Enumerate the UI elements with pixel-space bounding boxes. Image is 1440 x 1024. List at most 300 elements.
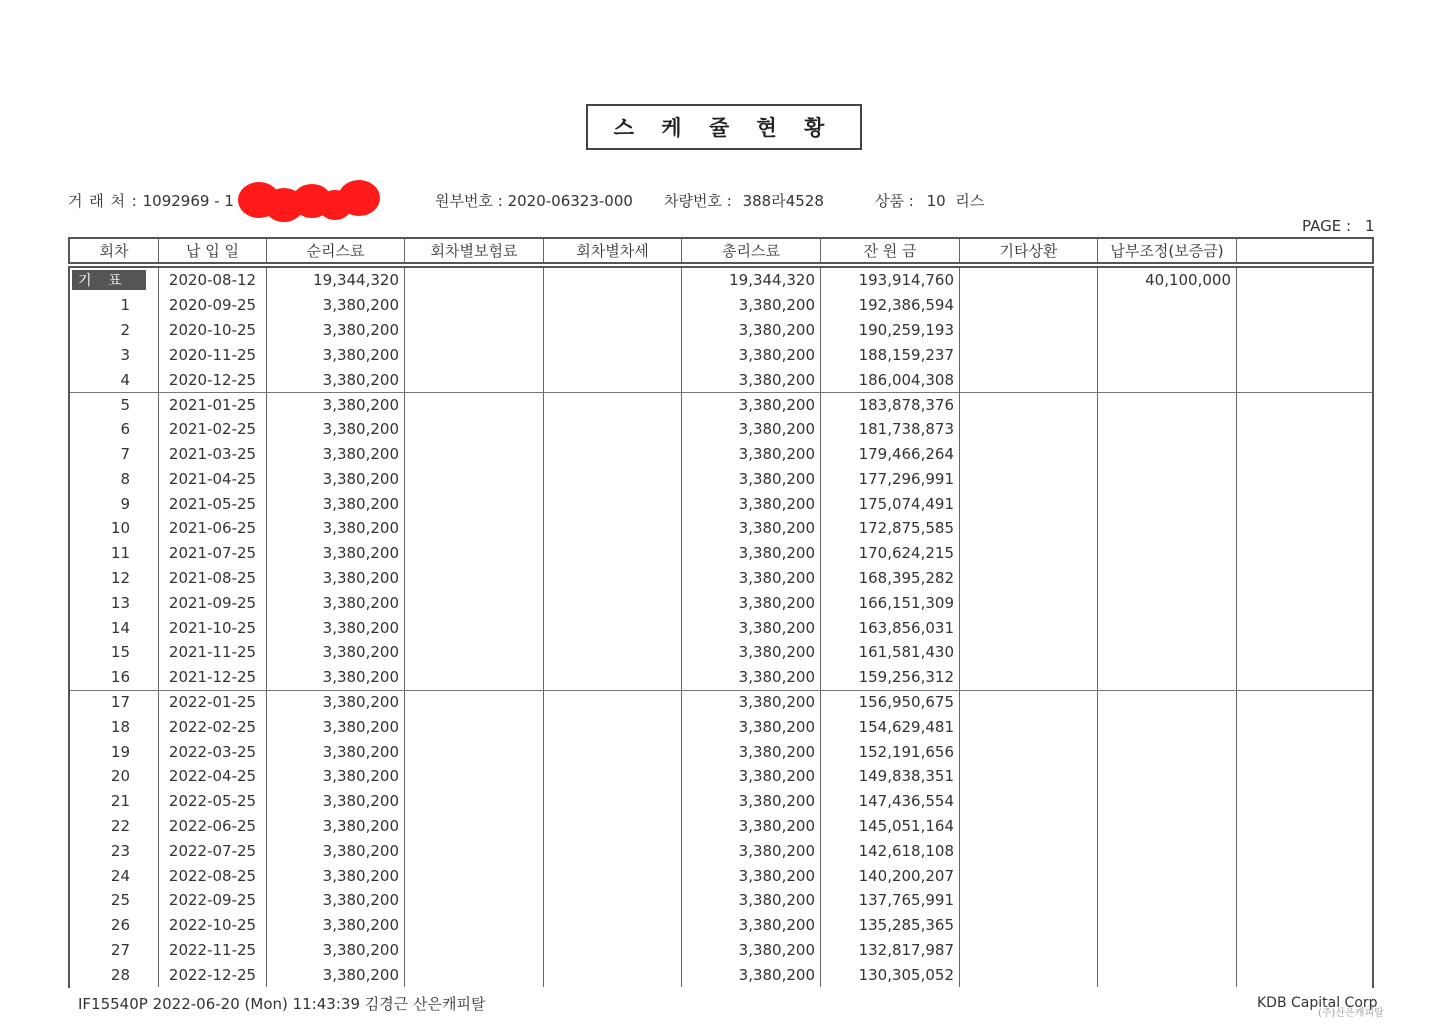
col-no-cell: 14: [70, 615, 159, 640]
col-balance-cell: 156,950,675: [821, 691, 960, 715]
col-balance-cell: 154,629,481: [821, 714, 960, 739]
col-date-cell: 2021-07-25: [159, 541, 267, 566]
col-insurance-cell: [405, 516, 544, 541]
col-vehicle-tax-cell: [544, 691, 682, 715]
table-row: [70, 566, 1372, 591]
col-total-lease-cell: 3,380,200: [682, 367, 821, 392]
col-date-cell: 2021-09-25: [159, 590, 267, 615]
col-extra-cell: [1237, 293, 1372, 318]
col-date-cell: 2022-06-25: [159, 814, 267, 839]
col-balance-cell: 135,285,365: [821, 913, 960, 938]
col-date-cell: 2022-04-25: [159, 764, 267, 789]
col-adjust-deposit-cell: [1098, 367, 1237, 392]
col-net-lease-cell: 3,380,200: [267, 913, 405, 938]
col-vehicle-tax-cell: [544, 342, 682, 367]
col-total-lease-cell: 3,380,200: [682, 491, 821, 516]
col-balance-cell: 140,200,207: [821, 863, 960, 888]
col-other-repay-cell: [960, 714, 1098, 739]
col-no-cell: 26: [70, 913, 159, 938]
col-other-repay-cell: [960, 491, 1098, 516]
col-date-cell: 2020-10-25: [159, 318, 267, 343]
page-number: [1302, 217, 1375, 235]
col-other-repay-cell: [960, 318, 1098, 343]
col-date-cell: 2021-11-25: [159, 640, 267, 665]
col-extra-cell: [1237, 789, 1372, 814]
col-other-repay-cell: [960, 863, 1098, 888]
col-other-repay-cell: [960, 665, 1098, 690]
table-row: [70, 615, 1372, 640]
table-row: [70, 442, 1372, 467]
col-adjust-deposit-cell: [1098, 938, 1237, 963]
col-adjust-deposit-cell: [1098, 814, 1237, 839]
col-other-repay-cell: [960, 691, 1098, 715]
col-balance-cell: 142,618,108: [821, 838, 960, 863]
print-info-footer: IF15540P 2022-06-20 (Mon) 11:43:39 김경근 산은캐피탈: [78, 995, 486, 1013]
col-balance-cell: 161,581,430: [821, 640, 960, 665]
col-balance-cell: 177,296,991: [821, 466, 960, 491]
company-stamp: (주)산은캐피탈: [1318, 1008, 1384, 1019]
col-total-lease-cell: 3,380,200: [682, 789, 821, 814]
col-date-cell: 2022-05-25: [159, 789, 267, 814]
col-extra-cell: [1237, 393, 1372, 417]
col-insurance-cell: [405, 393, 544, 417]
col-vehicle-tax-cell: [544, 566, 682, 591]
table-row: [70, 789, 1372, 814]
vehicle-info: [664, 190, 824, 211]
col-date-cell: 2021-04-25: [159, 466, 267, 491]
col-date-cell: 2021-12-25: [159, 665, 267, 690]
col-adjust-deposit-cell: [1098, 318, 1237, 343]
table-row: [70, 665, 1372, 690]
col-other-repay-cell: [960, 838, 1098, 863]
table-row: [70, 913, 1372, 938]
col-adjust-deposit-cell: [1098, 714, 1237, 739]
col-other-repay-cell: [960, 442, 1098, 467]
col-vehicle-tax-cell: [544, 888, 682, 913]
col-total-lease-cell: 3,380,200: [682, 962, 821, 987]
col-balance-cell: 186,004,308: [821, 367, 960, 392]
col-no-cell: 27: [70, 938, 159, 963]
col-total-lease-cell: 3,380,200: [682, 913, 821, 938]
col-total-lease-cell: 3,380,200: [682, 466, 821, 491]
col-adjust-deposit-cell: [1098, 888, 1237, 913]
col-net-lease-cell: 3,380,200: [267, 367, 405, 392]
col-total-lease-cell: 3,380,200: [682, 293, 821, 318]
col-other-repay-cell: [960, 814, 1098, 839]
table-row: [70, 392, 1372, 417]
header-col-balance: 잔 원 금: [821, 239, 960, 262]
col-no-cell: 21: [70, 789, 159, 814]
col-date-cell: 2021-02-25: [159, 417, 267, 442]
col-balance-cell: 188,159,237: [821, 342, 960, 367]
header-col-no: 회차: [70, 239, 159, 262]
col-date-cell: 2021-06-25: [159, 516, 267, 541]
col-other-repay-cell: [960, 590, 1098, 615]
col-no-cell: 13: [70, 590, 159, 615]
col-net-lease-cell: 3,380,200: [267, 888, 405, 913]
col-other-repay-cell: [960, 367, 1098, 392]
col-total-lease-cell: 3,380,200: [682, 516, 821, 541]
col-extra-cell: [1237, 938, 1372, 963]
col-no-cell: 6: [70, 417, 159, 442]
col-balance-cell: 168,395,282: [821, 566, 960, 591]
col-other-repay-cell: [960, 268, 1098, 293]
col-balance-cell: 166,151,309: [821, 590, 960, 615]
col-other-repay-cell: [960, 938, 1098, 963]
col-net-lease-cell: 3,380,200: [267, 417, 405, 442]
col-other-repay-cell: [960, 913, 1098, 938]
col-balance-cell: 163,856,031: [821, 615, 960, 640]
header-col-insurance: 회차별보험료: [405, 239, 544, 262]
col-other-repay-cell: [960, 566, 1098, 591]
col-extra-cell: [1237, 466, 1372, 491]
col-vehicle-tax-cell: [544, 466, 682, 491]
col-insurance-cell: [405, 442, 544, 467]
col-date-cell: 2020-09-25: [159, 293, 267, 318]
table-row: [70, 293, 1372, 318]
table-row: [70, 962, 1372, 987]
col-vehicle-tax-cell: [544, 268, 682, 293]
col-insurance-cell: [405, 789, 544, 814]
schedule-table-header: [68, 237, 1374, 264]
col-vehicle-tax-cell: [544, 814, 682, 839]
col-date-cell: 2020-11-25: [159, 342, 267, 367]
col-other-repay-cell: [960, 293, 1098, 318]
col-insurance-cell: [405, 888, 544, 913]
document-title: 스 케 쥴 현 황: [586, 104, 862, 150]
col-extra-cell: [1237, 888, 1372, 913]
col-adjust-deposit-cell: [1098, 640, 1237, 665]
col-insurance-cell: [405, 541, 544, 566]
col-adjust-deposit-cell: [1098, 665, 1237, 690]
col-other-repay-cell: [960, 417, 1098, 442]
col-vehicle-tax-cell: [544, 293, 682, 318]
col-date-cell: 2020-08-12: [159, 268, 267, 293]
col-balance-cell: 170,624,215: [821, 541, 960, 566]
col-extra-cell: [1237, 615, 1372, 640]
header-col-vehicle-tax: 회차별차세: [544, 239, 682, 262]
col-total-lease-cell: 3,380,200: [682, 888, 821, 913]
col-balance-cell: 149,838,351: [821, 764, 960, 789]
col-adjust-deposit-cell: [1098, 838, 1237, 863]
col-vehicle-tax-cell: [544, 665, 682, 690]
col-net-lease-cell: 3,380,200: [267, 342, 405, 367]
col-other-repay-cell: [960, 739, 1098, 764]
col-total-lease-cell: 3,380,200: [682, 566, 821, 591]
col-net-lease-cell: 3,380,200: [267, 393, 405, 417]
col-extra-cell: [1237, 665, 1372, 690]
table-row: [70, 342, 1372, 367]
company-footer: KDB Capital Corp: [1257, 995, 1378, 1011]
product-info: [875, 190, 984, 211]
col-no-cell: 9: [70, 491, 159, 516]
ledger-label: 원부번호 :: [435, 192, 503, 210]
col-net-lease-cell: 3,380,200: [267, 691, 405, 715]
col-net-lease-cell: 3,380,200: [267, 640, 405, 665]
col-total-lease-cell: 3,380,200: [682, 417, 821, 442]
col-total-lease-cell: 3,380,200: [682, 342, 821, 367]
col-total-lease-cell: 3,380,200: [682, 863, 821, 888]
col-adjust-deposit-cell: 40,100,000: [1098, 268, 1237, 293]
col-other-repay-cell: [960, 393, 1098, 417]
col-no-cell: 23: [70, 838, 159, 863]
table-row: [70, 690, 1372, 715]
col-insurance-cell: [405, 913, 544, 938]
col-total-lease-cell: 3,380,200: [682, 541, 821, 566]
table-row: [70, 838, 1372, 863]
col-adjust-deposit-cell: [1098, 615, 1237, 640]
col-total-lease-cell: 3,380,200: [682, 442, 821, 467]
col-other-repay-cell: [960, 516, 1098, 541]
col-extra-cell: [1237, 764, 1372, 789]
col-net-lease-cell: 3,380,200: [267, 665, 405, 690]
col-vehicle-tax-cell: [544, 764, 682, 789]
vehicle-label: 차량번호 :: [664, 192, 732, 210]
col-total-lease-cell: 3,380,200: [682, 318, 821, 343]
col-insurance-cell: [405, 268, 544, 293]
table-row: [70, 590, 1372, 615]
col-net-lease-cell: 3,380,200: [267, 566, 405, 591]
col-vehicle-tax-cell: [544, 516, 682, 541]
table-row: [70, 516, 1372, 541]
col-no-cell: 15: [70, 640, 159, 665]
col-vehicle-tax-cell: [544, 318, 682, 343]
col-adjust-deposit-cell: [1098, 491, 1237, 516]
col-no-cell: 20: [70, 764, 159, 789]
table-row: [70, 640, 1372, 665]
col-insurance-cell: [405, 640, 544, 665]
col-adjust-deposit-cell: [1098, 466, 1237, 491]
col-date-cell: 2022-02-25: [159, 714, 267, 739]
table-row: [70, 888, 1372, 913]
col-insurance-cell: [405, 590, 544, 615]
col-balance-cell: 192,386,594: [821, 293, 960, 318]
col-no-cell: 28: [70, 962, 159, 987]
col-adjust-deposit-cell: [1098, 962, 1237, 987]
client-label: 거 래 처 :: [68, 192, 138, 210]
col-insurance-cell: [405, 938, 544, 963]
table-row: [70, 541, 1372, 566]
col-no-cell: 18: [70, 714, 159, 739]
col-adjust-deposit-cell: [1098, 417, 1237, 442]
col-extra-cell: [1237, 913, 1372, 938]
col-extra-cell: [1237, 739, 1372, 764]
col-extra-cell: [1237, 863, 1372, 888]
redaction-mark: [238, 180, 380, 222]
col-date-cell: 2022-09-25: [159, 888, 267, 913]
col-balance-cell: 132,817,987: [821, 938, 960, 963]
col-extra-cell: [1237, 417, 1372, 442]
col-balance-cell: 130,305,052: [821, 962, 960, 987]
table-row: [70, 714, 1372, 739]
col-other-repay-cell: [960, 888, 1098, 913]
col-vehicle-tax-cell: [544, 739, 682, 764]
col-balance-cell: 145,051,164: [821, 814, 960, 839]
header-col-extra: [1237, 239, 1372, 262]
table-row: [70, 814, 1372, 839]
ledger-info: [435, 190, 633, 211]
col-insurance-cell: [405, 665, 544, 690]
vehicle-value: 388라4528: [742, 192, 824, 210]
col-other-repay-cell: [960, 764, 1098, 789]
col-insurance-cell: [405, 739, 544, 764]
col-no-cell: 7: [70, 442, 159, 467]
col-vehicle-tax-cell: [544, 938, 682, 963]
col-vehicle-tax-cell: [544, 367, 682, 392]
col-total-lease-cell: 3,380,200: [682, 714, 821, 739]
col-net-lease-cell: 3,380,200: [267, 962, 405, 987]
col-date-cell: 2022-01-25: [159, 691, 267, 715]
col-no-cell: 11: [70, 541, 159, 566]
col-extra-cell: [1237, 566, 1372, 591]
col-no-cell: 10: [70, 516, 159, 541]
col-no-cell: 24: [70, 863, 159, 888]
ledger-value: 2020-06323-000: [507, 192, 633, 210]
col-insurance-cell: [405, 615, 544, 640]
col-total-lease-cell: 3,380,200: [682, 764, 821, 789]
table-row: [70, 764, 1372, 789]
col-extra-cell: [1237, 814, 1372, 839]
col-adjust-deposit-cell: [1098, 393, 1237, 417]
table-row: [70, 863, 1372, 888]
col-total-lease-cell: 19,344,320: [682, 268, 821, 293]
col-vehicle-tax-cell: [544, 491, 682, 516]
col-no-cell: 4: [70, 367, 159, 392]
col-no-cell: 5: [70, 393, 159, 417]
col-date-cell: 2022-11-25: [159, 938, 267, 963]
col-date-cell: 2022-08-25: [159, 863, 267, 888]
col-vehicle-tax-cell: [544, 838, 682, 863]
header-col-total-lease: 총리스료: [682, 239, 821, 262]
col-vehicle-tax-cell: [544, 640, 682, 665]
col-no-cell: 8: [70, 466, 159, 491]
col-total-lease-cell: 3,380,200: [682, 393, 821, 417]
product-value: 10 리스: [926, 192, 985, 210]
col-extra-cell: [1237, 838, 1372, 863]
col-no-cell: 22: [70, 814, 159, 839]
col-extra-cell: [1237, 491, 1372, 516]
col-vehicle-tax-cell: [544, 714, 682, 739]
col-total-lease-cell: 3,380,200: [682, 814, 821, 839]
header-col-adjust-deposit: 납부조정(보증금): [1098, 239, 1237, 262]
col-vehicle-tax-cell: [544, 615, 682, 640]
col-insurance-cell: [405, 367, 544, 392]
col-insurance-cell: [405, 491, 544, 516]
col-other-repay-cell: [960, 541, 1098, 566]
col-date-cell: 2021-01-25: [159, 393, 267, 417]
col-date-cell: 2022-12-25: [159, 962, 267, 987]
header-col-other-repay: 기타상환: [960, 239, 1098, 262]
table-row: [70, 318, 1372, 343]
col-insurance-cell: [405, 293, 544, 318]
col-no-cell: 1: [70, 293, 159, 318]
col-insurance-cell: [405, 764, 544, 789]
col-other-repay-cell: [960, 466, 1098, 491]
col-date-cell: 2021-05-25: [159, 491, 267, 516]
col-net-lease-cell: 3,380,200: [267, 590, 405, 615]
col-balance-cell: 172,875,585: [821, 516, 960, 541]
col-total-lease-cell: 3,380,200: [682, 691, 821, 715]
col-extra-cell: [1237, 541, 1372, 566]
col-date-cell: 2020-12-25: [159, 367, 267, 392]
col-adjust-deposit-cell: [1098, 442, 1237, 467]
col-no-cell: 25: [70, 888, 159, 913]
col-total-lease-cell: 3,380,200: [682, 615, 821, 640]
col-vehicle-tax-cell: [544, 417, 682, 442]
col-extra-cell: [1237, 318, 1372, 343]
col-insurance-cell: [405, 814, 544, 839]
product-label: 상품 :: [875, 192, 914, 210]
col-total-lease-cell: 3,380,200: [682, 665, 821, 690]
col-extra-cell: [1237, 962, 1372, 987]
col-total-lease-cell: 3,380,200: [682, 640, 821, 665]
table-row: [70, 417, 1372, 442]
col-net-lease-cell: 19,344,320: [267, 268, 405, 293]
col-balance-cell: 175,074,491: [821, 491, 960, 516]
col-total-lease-cell: 3,380,200: [682, 739, 821, 764]
col-insurance-cell: [405, 466, 544, 491]
col-vehicle-tax-cell: [544, 541, 682, 566]
col-net-lease-cell: 3,380,200: [267, 516, 405, 541]
initial-row-label: 기 표: [72, 270, 146, 290]
col-adjust-deposit-cell: [1098, 293, 1237, 318]
col-extra-cell: [1237, 590, 1372, 615]
col-insurance-cell: [405, 962, 544, 987]
col-net-lease-cell: 3,380,200: [267, 814, 405, 839]
col-vehicle-tax-cell: [544, 863, 682, 888]
col-vehicle-tax-cell: [544, 393, 682, 417]
col-insurance-cell: [405, 318, 544, 343]
schedule-table-body: [68, 266, 1374, 988]
col-extra-cell: [1237, 640, 1372, 665]
col-total-lease-cell: 3,380,200: [682, 938, 821, 963]
col-balance-cell: 190,259,193: [821, 318, 960, 343]
page-value: 1: [1365, 217, 1375, 235]
col-no-cell: 16: [70, 665, 159, 690]
col-net-lease-cell: 3,380,200: [267, 764, 405, 789]
col-date-cell: 2022-10-25: [159, 913, 267, 938]
col-net-lease-cell: 3,380,200: [267, 541, 405, 566]
col-balance-cell: 152,191,656: [821, 739, 960, 764]
col-balance-cell: 193,914,760: [821, 268, 960, 293]
col-extra-cell: [1237, 442, 1372, 467]
col-adjust-deposit-cell: [1098, 764, 1237, 789]
col-balance-cell: 179,466,264: [821, 442, 960, 467]
col-net-lease-cell: 3,380,200: [267, 714, 405, 739]
col-other-repay-cell: [960, 640, 1098, 665]
col-net-lease-cell: 3,380,200: [267, 466, 405, 491]
table-row: [70, 739, 1372, 764]
col-no-cell: 17: [70, 691, 159, 715]
col-extra-cell: [1237, 516, 1372, 541]
col-extra-cell: [1237, 367, 1372, 392]
col-balance-cell: 181,738,873: [821, 417, 960, 442]
col-extra-cell: [1237, 268, 1372, 293]
col-other-repay-cell: [960, 342, 1098, 367]
col-net-lease-cell: 3,380,200: [267, 739, 405, 764]
header-col-date: 납 입 일: [159, 239, 267, 262]
col-adjust-deposit-cell: [1098, 516, 1237, 541]
col-insurance-cell: [405, 714, 544, 739]
col-adjust-deposit-cell: [1098, 789, 1237, 814]
col-extra-cell: [1237, 342, 1372, 367]
col-vehicle-tax-cell: [544, 962, 682, 987]
col-other-repay-cell: [960, 789, 1098, 814]
col-net-lease-cell: 3,380,200: [267, 938, 405, 963]
col-vehicle-tax-cell: [544, 913, 682, 938]
col-date-cell: 2021-03-25: [159, 442, 267, 467]
table-row: [70, 491, 1372, 516]
